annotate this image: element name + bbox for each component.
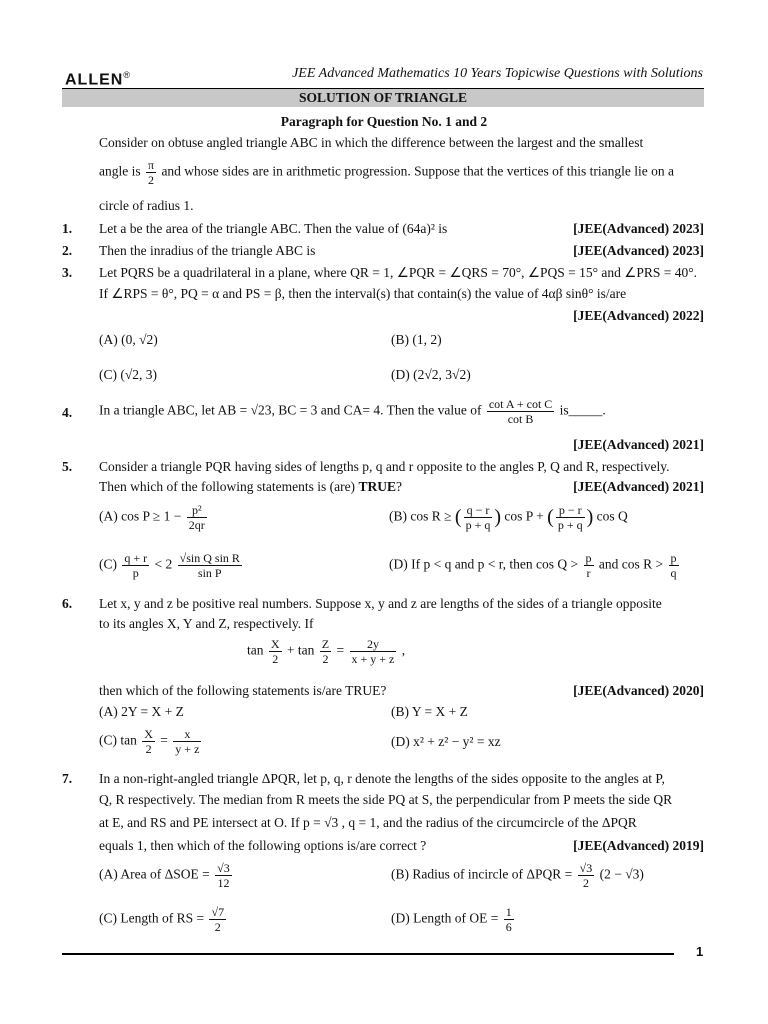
question-5-option-d: (D) If p < q and p < r, then cos Q > $\frac{p}{r}$ and cos R > $\frac{p}{q}$: [389, 551, 677, 580]
question-6-option-d: (D) x² + z² − y² = xz: [391, 734, 501, 749]
question-3-line-2: If ∠RPS = θ°, PQ = α and PS = β, then the interval(s) that contain(s) the value of 4αβ sinθ° is/are: [99, 286, 627, 301]
question-3-option-d: (D) (2√2, 3√2): [391, 367, 471, 382]
question-4-source: [JEE(Advanced) 2021]: [573, 437, 704, 452]
question-7-option-b: (B) Radius of incircle of ΔPQR = $\frac{√3}{2}$ (2 − √3): [391, 861, 644, 890]
question-5-option-c: (C) $\frac{q + r}{p}$ < 2 $\frac{\text{√sin Q sin R}}{\text{sin P}}$: [99, 551, 240, 580]
question-number-1: 1.: [62, 221, 73, 236]
book-title: JEE Advanced Mathematics 10 Years Topicwise Questions with Solutions: [292, 66, 703, 81]
question-7-option-d: (D) Length of OE = $\frac{1}{6}$: [391, 905, 512, 934]
footer-rule: [62, 953, 674, 955]
question-3-source: [JEE(Advanced) 2022]: [573, 308, 704, 323]
question-7-line-3: at E, and RS and PE intersect at O. If p = √3 , q = 1, and the radius of the circumcircle of the ΔPQR: [99, 815, 637, 830]
question-7-line-1: In a non-right-angled triangle ΔPQR, let p, q, r denote the lengths of the sides opposite to the angles at P,: [99, 771, 665, 786]
question-7-option-c: (C) Length of RS = $\frac{√7}{2}$: [99, 905, 225, 934]
question-6-line-1: Let x, y and z be positive real numbers. Suppose x, y and z are lengths of the sides of a triangle opposite: [99, 596, 662, 611]
question-number-6: 6.: [62, 596, 73, 611]
allen-logo: ALLEN®: [65, 70, 131, 89]
question-7-option-a: (A) Area of ΔSOE = $\frac{√3}{12}$: [99, 861, 230, 890]
question-3-option-b: (B) (1, 2): [391, 332, 442, 347]
question-7-line-2: Q, R respectively. The median from R meets the side PQ at S, the perpendicular from P meets the side QR: [99, 792, 673, 807]
paragraph-line-3: circle of radius 1.: [99, 198, 194, 213]
question-3-option-c: (C) (√2, 3): [99, 367, 158, 382]
question-6-line-3: then which of the following statements is/are TRUE?: [99, 683, 387, 698]
question-7-line-4: equals 1, then which of the following options is/are correct ?: [99, 838, 427, 853]
paragraph-title: Paragraph for Question No. 1 and 2: [280, 114, 488, 129]
question-5-source: [JEE(Advanced) 2021]: [573, 479, 704, 494]
question-6-option-c: (C) tan $\frac{X}{2}$ = $\frac{x}{y + z}$: [99, 727, 200, 756]
question-2-source: [JEE(Advanced) 2023]: [573, 243, 704, 258]
question-6-source: [JEE(Advanced) 2020]: [573, 683, 704, 698]
page-number: 1: [696, 944, 704, 959]
question-6-option-a: (A) 2Y = X + Z: [99, 704, 184, 719]
question-4-text: In a triangle ABC, let AB = √23, BC = 3 and CA= 4. Then the value of $\frac{\text{cot A + cot C}}{\text{cot B}}$ is_____.: [99, 397, 606, 426]
question-1-source: [JEE(Advanced) 2023]: [573, 221, 704, 236]
question-number-4: 4.: [62, 405, 73, 420]
question-3-option-a: (A) (0, √2): [99, 332, 158, 347]
question-1-text: Let a be the area of the triangle ABC. Then the value of (64a)² is: [99, 221, 448, 236]
question-5-line-2: Then which of the following statements is (are) TRUE?: [99, 479, 402, 494]
question-number-3: 3.: [62, 265, 73, 280]
paragraph-line-2: angle is $\frac{\pi}{2}$ and whose sides are in arithmetic progression. Suppose that the vertices of this triangle lie on a: [99, 158, 674, 187]
question-2-text: Then the inradius of the triangle ABC is: [99, 243, 316, 258]
question-5-option-b: (B) cos R ≥ ( $\frac{q - r}{p + q}$ ) cos P + ( $\frac{p - r}{p + q}$ ) cos Q: [389, 503, 628, 532]
question-6-equation: tan $\frac{X}{2}$ + tan $\frac{Z}{2}$ = $\frac{2y}{x + y + z}$ ,: [247, 637, 406, 666]
question-number-2: 2.: [62, 243, 73, 258]
question-number-5: 5.: [62, 459, 73, 474]
question-5-option-a: (A) cos P ≥ 1 − $\frac{\text{p²}}{2qr}$: [99, 503, 205, 532]
question-6-option-b: (B) Y = X + Z: [391, 704, 468, 719]
topic-heading: SOLUTION OF TRIANGLE: [62, 89, 704, 107]
question-number-7: 7.: [62, 771, 73, 786]
question-3-line-1: Let PQRS be a quadrilateral in a plane, where QR = 1, ∠PQR = ∠QRS = 70°, ∠PQS = 15° and ∠PRS = 40°.: [99, 265, 698, 280]
question-5-line-1: Consider a triangle PQR having sides of lengths p, q and r opposite to the angles P, Q and R, respectively.: [99, 459, 670, 474]
paragraph-line-1: Consider on obtuse angled triangle ABC in which the difference between the largest and the smallest: [99, 135, 644, 150]
question-7-source: [JEE(Advanced) 2019]: [573, 838, 704, 853]
question-6-line-2: to its angles X, Y and Z, respectively. If: [99, 616, 314, 631]
